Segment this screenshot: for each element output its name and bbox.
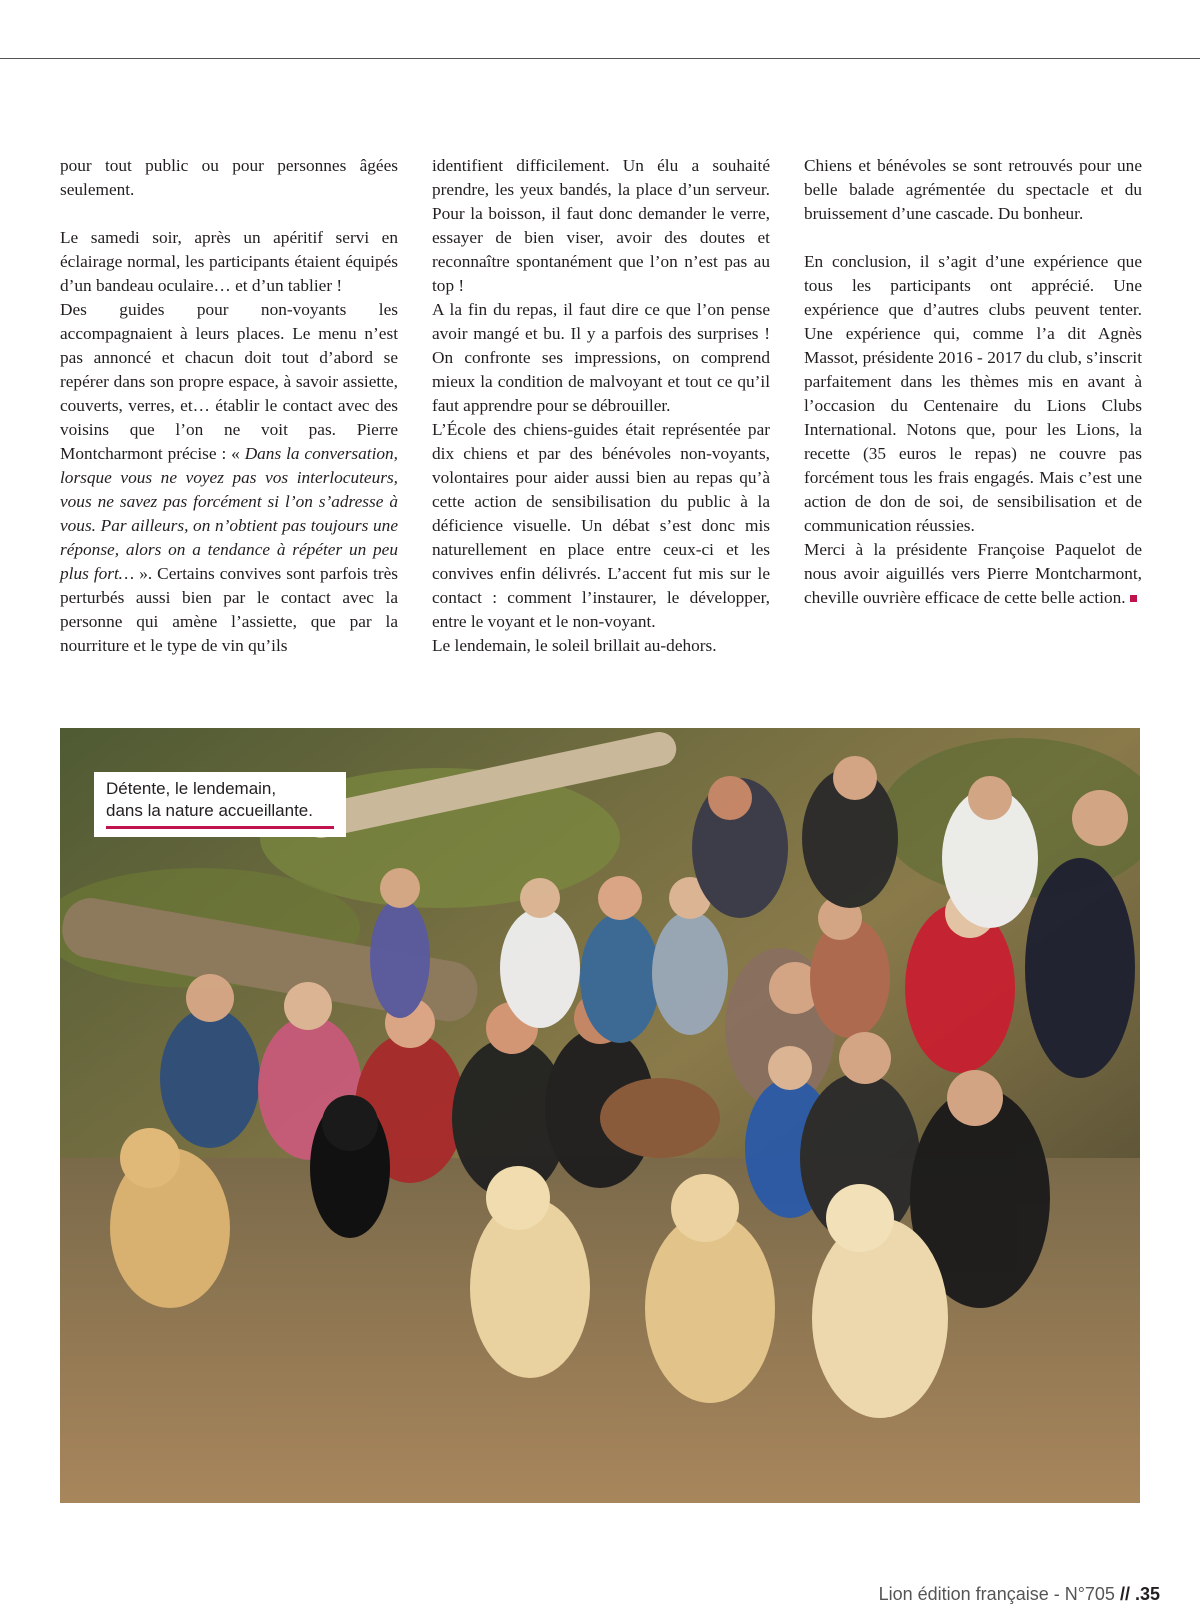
- paragraph: En conclusion, il s’agit d’une expérience que tous les participants ont apprécié. Une expérience que d’autres clubs peuvent tenter. Une expérience qui, comme l’a dit Agnès Massot, présidente 2016 - 2017 du club, s’inscrit parfaitement dans les thèmes mis en avant à l’occasion du Centenaire du Lions Clubs International. Notons que, pour les Lions, la recette (35 euros le repas) ne couvre pas forcément tous les frais engagés. Mais c’est une action de don de soi, de sensibilisation et de communication réussies.: [804, 252, 1142, 535]
- paragraph-with-quote: [60, 298, 398, 658]
- quote-text: Dans la conversation, lorsque vous ne voyez pas vos interlocuteurs, vous ne savez pas forcément si l’on s’adresse à vous. Par ailleurs, on n’obtient pas toujours une réponse, alors on a tendance à répéter un peu plus fort…: [60, 444, 398, 583]
- paragraph: pour tout public ou pour personnes âgées seulement.: [60, 156, 398, 199]
- paragraph: identifient difficilement. Un élu a souhaité prendre, les yeux bandés, la place d’un serveur. Pour la boisson, il faut donc demander le verre, essayer de bien viser, avoir des doutes et reconnaître spontanément que l’on n’est pas au top !: [432, 156, 770, 295]
- paragraph: Chiens et bénévoles se sont retrouvés pour une belle balade agrémentée du spectacle et du bruissement d’une cascade. Du bonheur.: [804, 156, 1142, 223]
- paragraph-final: [804, 538, 1142, 610]
- paragraph-text: Merci à la présidente Françoise Paquelot de nous avoir aiguillés vers Pierre Montcharmont, cheville ouvrière efficace de cette belle action.: [804, 540, 1142, 607]
- paragraph: Le samedi soir, après un apéritif servi en éclairage normal, les participants étaient équipés d’un bandeau oculaire… et d’un tablier !: [60, 228, 398, 295]
- caption-line-1: Détente, le lendemain,: [106, 779, 277, 798]
- page-footer: [879, 1584, 1160, 1605]
- top-rule: [0, 58, 1200, 59]
- publication-name: Lion édition française - N°705: [878, 1584, 1115, 1604]
- group-photo: [60, 728, 1140, 1503]
- text-column-2: [432, 154, 770, 658]
- photo-illustration: [60, 728, 1140, 1503]
- paragraph: L’École des chiens-guides était représentée par dix chiens et par des bénévoles non-voyants, volontaires pour aider aussi bien au repas qu’à cette action de sensibilisation du public à la déficience visuelle. Un débat s’est donc mis naturellement en place entre ceux-ci et les convives enfin délivrés. L’accent fut mis sur le contact : comment l’instaurer, le développer, entre le voyant et le non-voyant.: [432, 420, 770, 631]
- end-of-article-mark: [1130, 595, 1137, 602]
- paragraph: A la fin du repas, il faut dire ce que l’on pense avoir mangé et bu. Il y a parfois des surprises ! On confronte ses impressions, on comprend mieux la condition de malvoyant et tout ce qu’il faut apprendre pour se débrouiller.: [432, 300, 770, 415]
- paragraph-text: ». Certains convives sont parfois très perturbés aussi bien par le contact avec la personne qui amène l’assiette, que par la nourriture et le type de vin qu’ils: [60, 564, 398, 655]
- text-column-1: [60, 154, 398, 658]
- page-number: // .35: [1119, 1584, 1160, 1604]
- photo-caption: [94, 772, 346, 837]
- caption-line-2: dans la nature accueillante.: [106, 801, 313, 820]
- text-column-3: [804, 154, 1142, 610]
- caption-underline: [106, 826, 334, 829]
- paragraph: Le lendemain, le soleil brillait au-dehors.: [432, 636, 717, 655]
- paragraph-text: Des guides pour non-voyants les accompagnaient à leurs places. Le menu n’est pas annoncé et chacun doit tout d’abord se repérer dans son propre espace, à savoir assiette, couverts, verres, et… établir le contact avec des voisins que l’on ne voit pas. Pierre Montcharmont précise : «: [60, 300, 398, 463]
